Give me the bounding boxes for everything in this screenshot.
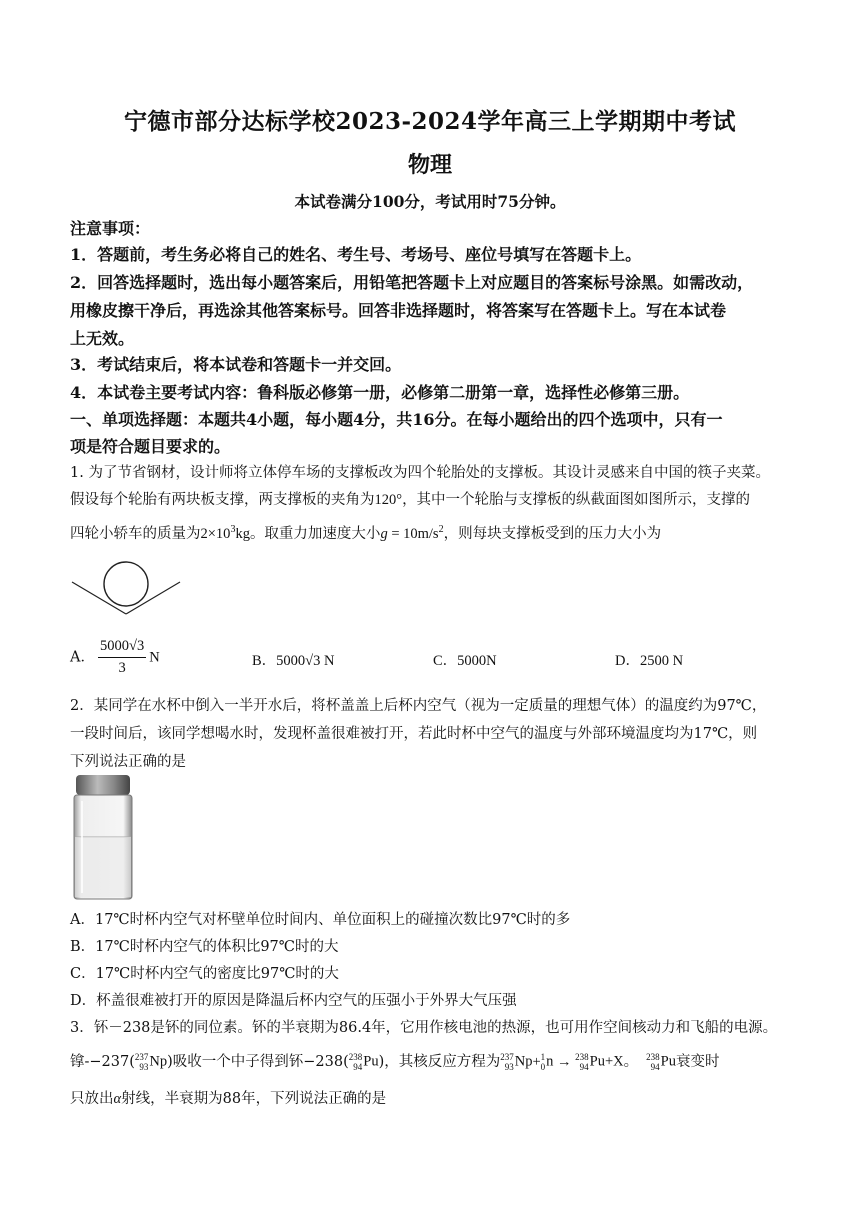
q2-line-1: 2．某同学在水杯中倒入一半开水后，将杯盖盖上后杯内空气（视为一定质量的理想气体）的温度约为97℃， <box>70 698 767 714</box>
q1-line-3: 四轮小轿车的质量为$2\times 10^3kg$。取重力加速度大小$g = 10m/s^2$，则每块支撑板受到的压力大小为 <box>70 524 662 542</box>
note-2-line-2: 用橡皮擦干净后，再选涂其他答案标号。回答非选择题时，将答案写在答题卡上。写在本试卷 <box>70 301 727 320</box>
section-1-line-1: 一、单项选择题：本题共4小题，每小题4分，共16分。在每小题给出的四个选项中，只有一 <box>70 410 723 429</box>
note-3: 3．考试结束后，将本试卷和答题卡一并交回。 <box>70 355 402 374</box>
section-1-line-2: 项是符合题目要求的。 <box>70 437 231 456</box>
water-cup-image <box>72 773 134 903</box>
q2-option-a[interactable]: A．17℃时杯内空气对杯壁单位时间内、单位面积上的碰撞次数比97℃时的多 <box>70 912 571 928</box>
q1-line-1: 1. 为了节省钢材，设计师将立体停车场的支撑板改为四个轮胎处的支撑板。其设计灵感来自中国的筷子夹菜。 <box>70 465 770 481</box>
q1-option-d[interactable]: D．2500 N <box>615 653 684 669</box>
exam-subject: 物理 <box>407 152 452 178</box>
note-1: 1．答题前，考生务必将自己的姓名、考生号、考场号、座位号填写在答题卡上。 <box>70 245 642 264</box>
tire-support-diagram <box>70 560 182 620</box>
q1-line-2: 假设每个轮胎有两块板支撑，两支撑板的夹角为120°，其中一个轮胎与支撑板的纵截面图如图所示，支撑的 <box>70 492 751 508</box>
q2-line-2: 一段时间后，该同学想喝水时，发现杯盖很难被打开，若此时杯中空气的温度与外部环境温度均为17℃，则 <box>70 726 758 742</box>
note-2-line-1: 2．回答选择题时，选出每小题答案后，用铅笔把答题卡上对应题目的答案标号涂黑。如需改动， <box>70 273 754 292</box>
q2-line-3: 下列说法正确的是 <box>70 754 186 770</box>
q2-option-c[interactable]: C．17℃时杯内空气的密度比97℃时的大 <box>70 966 339 982</box>
q2-option-b[interactable]: B．17℃时杯内空气的体积比97℃时的大 <box>70 939 339 955</box>
note-4: 4．本试卷主要考试内容：鲁科版必修第一册，必修第二册第一章，选择性必修第三册。 <box>70 383 690 402</box>
q2-option-d[interactable]: D．杯盖很难被打开的原因是降温后杯内空气的压强小于外界大气压强 <box>70 993 517 1009</box>
q3-line-1: 3．钚－238是钚的同位素。钚的半衰期为86.4年，它用作核电池的热源，也可用作空间核动力和飞船的电源。 <box>70 1020 778 1036</box>
q1-option-a[interactable]: A． $\frac{5000√3}{3}$ N <box>70 638 160 676</box>
q3-line-3: 只放出α射线，半衰期为88年，下列说法正确的是 <box>70 1091 387 1107</box>
q3-line-2: 镎-−237(237 93Np)吸收一个中子得到钚−238(238 94Pu)，其核反应方程为237 93Np+1 0n → 238 94Pu+X。 238 94Pu衰变时 <box>70 1052 720 1072</box>
note-2-line-3: 上无效。 <box>70 329 135 348</box>
q1-option-c[interactable]: C．5000N <box>433 653 497 669</box>
q1-option-b[interactable]: B．5000√3 N <box>252 653 335 669</box>
exam-info: 本试卷满分100分，考试用时75分钟。 <box>294 192 566 211</box>
exam-title: 宁德市部分达标学校2023-2024学年高三上学期期中考试 <box>123 108 737 135</box>
notes-heading: 注意事项： <box>70 219 151 238</box>
